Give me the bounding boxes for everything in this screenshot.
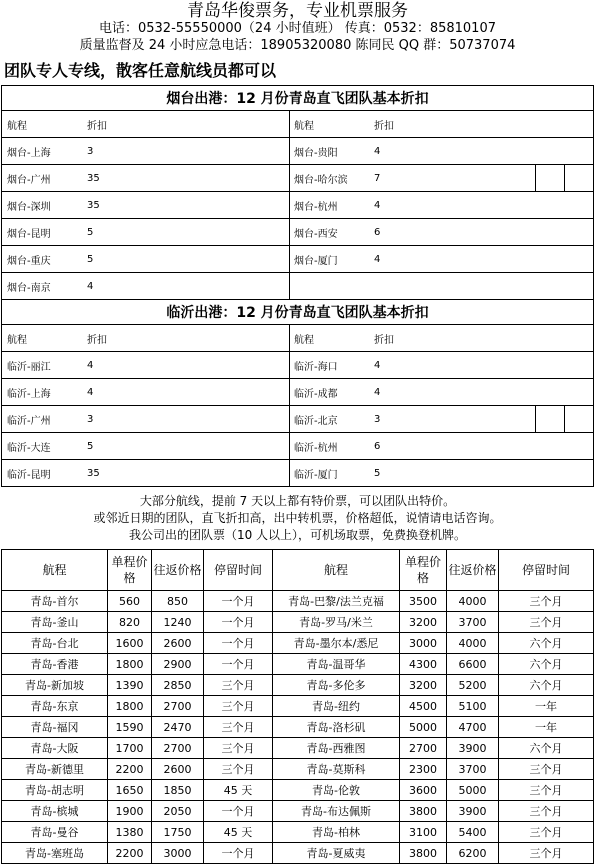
one-way-price: 3600 — [400, 780, 447, 801]
round-trip-price: 1240 — [152, 612, 204, 633]
discount-cell: 4 — [374, 386, 381, 398]
one-way-price: 4500 — [400, 696, 447, 717]
discount-row — [2, 352, 594, 379]
discount-row — [2, 433, 594, 460]
route-cell: 烟台-贵阳 — [294, 147, 338, 159]
route-cell: 青岛-香港 — [2, 654, 108, 675]
round-trip-price: 6200 — [447, 843, 499, 864]
discount-cell: 35 — [87, 172, 100, 184]
table-row — [2, 675, 594, 696]
route-cell: 临沂-厦门 — [294, 469, 338, 481]
note-line: 我公司出的团队票（10 人以上），可机场取票，免费换登机牌。 — [128, 528, 467, 542]
route-cell: 烟台-杭州 — [294, 201, 338, 213]
route-cell: 青岛-曼谷 — [2, 822, 108, 843]
route-cell: 青岛-新德里 — [2, 759, 108, 780]
route-cell: 青岛-大阪 — [2, 738, 108, 759]
note-line: 大部分航线，提前 7 天以上都有特价票，可以团队出特价。 — [139, 494, 456, 508]
international-price-table — [1, 549, 594, 864]
route-cell: 青岛-釜山 — [2, 612, 108, 633]
discount-row — [2, 192, 594, 219]
route-cell: 青岛-夏威夷 — [273, 843, 400, 864]
table-row — [2, 801, 594, 822]
one-way-price: 1600 — [108, 633, 152, 654]
linyi-header-row — [2, 325, 594, 352]
route-cell: 青岛-洛杉矶 — [273, 717, 400, 738]
price-header-row — [2, 550, 594, 591]
round-trip-price: 5100 — [447, 696, 499, 717]
round-trip-price: 5400 — [447, 822, 499, 843]
stay-time: 45 天 — [204, 822, 273, 843]
route-cell: 烟台-哈尔滨 — [294, 174, 348, 186]
discount-cell: 5 — [87, 440, 94, 452]
one-way-price: 3800 — [400, 801, 447, 822]
one-way-price: 1800 — [108, 654, 152, 675]
route-cell: 烟台-西安 — [294, 228, 338, 240]
stay-time: 三个月 — [499, 612, 594, 633]
stay-time: 三个月 — [499, 591, 594, 612]
discount-row — [2, 379, 594, 406]
stay-time: 三个月 — [499, 801, 594, 822]
discount-cell: 4 — [374, 145, 381, 157]
route-header: 航程 — [2, 550, 108, 591]
round-trip-price: 3900 — [447, 801, 499, 822]
round-trip-price: 2700 — [152, 738, 204, 759]
route-cell: 青岛-多伦多 — [273, 675, 400, 696]
route-cell: 青岛-巴黎/法兰克福 — [273, 591, 400, 612]
route-cell: 青岛-布达佩斯 — [273, 801, 400, 822]
stay-time: 三个月 — [204, 696, 273, 717]
round-trip-header: 往返价格 — [447, 550, 499, 591]
round-trip-price: 4000 — [447, 591, 499, 612]
discount-cell: 3 — [374, 413, 381, 425]
table-row — [2, 759, 594, 780]
note-line: 或邻近日期的团队，直飞折扣高，出中转机票，价格超低，说情请电话咨询。 — [93, 511, 502, 525]
round-trip-price: 850 — [152, 591, 204, 612]
one-way-price: 3800 — [400, 843, 447, 864]
round-trip-price: 2050 — [152, 801, 204, 822]
route-header: 航程 — [7, 120, 27, 132]
table-row — [2, 591, 594, 612]
round-trip-price: 3000 — [152, 843, 204, 864]
route-cell: 临沂-杭州 — [294, 442, 338, 454]
route-cell: 青岛-槟城 — [2, 801, 108, 822]
stay-time: 六个月 — [499, 738, 594, 759]
route-cell: 青岛-伦敦 — [273, 780, 400, 801]
stay-time: 一年 — [499, 717, 594, 738]
discount-header: 折扣 — [374, 334, 394, 346]
round-trip-price: 1850 — [152, 780, 204, 801]
route-cell: 青岛-罗马/米兰 — [273, 612, 400, 633]
discount-header: 折扣 — [87, 120, 107, 132]
empty-boxes — [535, 165, 593, 191]
stay-time: 一个月 — [204, 591, 273, 612]
round-trip-price: 4700 — [447, 717, 499, 738]
discount-cell: 6 — [374, 226, 381, 238]
one-way-price: 1900 — [108, 801, 152, 822]
stay-time: 三个月 — [204, 759, 273, 780]
one-way-price: 4300 — [400, 654, 447, 675]
one-way-price: 1650 — [108, 780, 152, 801]
one-way-price: 820 — [108, 612, 152, 633]
route-cell: 临沂-北京 — [294, 415, 338, 427]
one-way-price: 2200 — [108, 843, 152, 864]
round-trip-price: 2600 — [152, 633, 204, 654]
discount-row — [2, 460, 594, 487]
supervision-line: 质量监督及 24 小时应急电话：18905320080 陈同民 QQ 群：50737074 — [79, 38, 516, 53]
stay-time: 三个月 — [499, 822, 594, 843]
discount-cell: 3 — [87, 145, 94, 157]
route-header: 航程 — [294, 120, 314, 132]
discount-cell: 6 — [374, 440, 381, 452]
yantai-discount-table — [1, 85, 594, 300]
route-header: 航程 — [294, 334, 314, 346]
round-trip-price: 6600 — [447, 654, 499, 675]
one-way-header: 单程价格 — [108, 550, 152, 591]
stay-time: 六个月 — [499, 654, 594, 675]
stay-time: 一个月 — [204, 843, 273, 864]
route-cell: 烟台-昆明 — [7, 228, 51, 240]
route-cell: 临沂-成都 — [294, 388, 338, 400]
round-trip-price: 2850 — [152, 675, 204, 696]
discount-row — [2, 138, 594, 165]
stay-time: 六个月 — [499, 675, 594, 696]
route-cell: 临沂-广州 — [7, 415, 51, 427]
route-cell: 临沂-大连 — [7, 442, 51, 454]
stay-time: 三个月 — [204, 738, 273, 759]
discount-cell: 35 — [87, 199, 100, 211]
round-trip-price: 3700 — [447, 759, 499, 780]
contact-line: 电话：0532-55550000（24 小时值班） 传真：0532：85810107 — [98, 21, 496, 36]
route-cell: 青岛-墨尔本/悉尼 — [273, 633, 400, 654]
route-cell: 临沂-海口 — [294, 361, 338, 373]
stay-header: 停留时间 — [499, 550, 594, 591]
yantai-table-title: 烟台出港：12 月份青岛直飞团队基本折扣 — [2, 86, 594, 111]
stay-time: 三个月 — [204, 675, 273, 696]
discount-cell: 5 — [87, 226, 94, 238]
route-cell: 青岛-温哥华 — [273, 654, 400, 675]
stay-time: 一个月 — [204, 612, 273, 633]
discount-cell: 5 — [374, 467, 381, 479]
discount-header: 折扣 — [374, 120, 394, 132]
discount-row — [2, 219, 594, 246]
route-cell: 临沂-昆明 — [7, 469, 51, 481]
route-cell: 青岛-首尔 — [2, 591, 108, 612]
stay-time: 一个月 — [204, 801, 273, 822]
route-cell: 青岛-东京 — [2, 696, 108, 717]
route-header: 航程 — [7, 334, 27, 346]
one-way-price: 3200 — [400, 612, 447, 633]
discount-header: 折扣 — [87, 334, 107, 346]
discount-cell: 4 — [374, 199, 381, 211]
one-way-price: 3200 — [400, 675, 447, 696]
one-way-price: 2300 — [400, 759, 447, 780]
table-row — [2, 654, 594, 675]
agency-title: 青岛华俊票务，专业机票服务 — [187, 1, 408, 21]
route-cell: 青岛-福冈 — [2, 717, 108, 738]
route-cell: 青岛-纽约 — [273, 696, 400, 717]
round-trip-price: 2600 — [152, 759, 204, 780]
table-row — [2, 780, 594, 801]
route-cell: 烟台-广州 — [7, 174, 51, 186]
one-way-price: 1700 — [108, 738, 152, 759]
one-way-price: 1390 — [108, 675, 152, 696]
route-cell: 烟台-重庆 — [7, 255, 51, 267]
notes-block — [0, 493, 595, 544]
stay-time: 一年 — [499, 696, 594, 717]
route-cell: 烟台-上海 — [7, 147, 51, 159]
linyi-discount-table — [1, 299, 594, 487]
discount-row — [2, 165, 594, 192]
round-trip-price: 1750 — [152, 822, 204, 843]
stay-time: 45 天 — [204, 780, 273, 801]
route-cell: 青岛-胡志明 — [2, 780, 108, 801]
linyi-table-title: 临沂出港：12 月份青岛直飞团队基本折扣 — [2, 300, 594, 325]
round-trip-header: 往返价格 — [152, 550, 204, 591]
stay-time: 一个月 — [204, 654, 273, 675]
discount-cell: 4 — [374, 253, 381, 265]
stay-header: 停留时间 — [204, 550, 273, 591]
one-way-price: 5000 — [400, 717, 447, 738]
one-way-price: 2700 — [400, 738, 447, 759]
discount-row — [2, 273, 594, 300]
stay-time: 六个月 — [499, 633, 594, 654]
discount-cell: 7 — [374, 172, 381, 184]
discount-cell: 3 — [87, 413, 94, 425]
route-cell: 青岛-西雅图 — [273, 738, 400, 759]
route-cell: 青岛-柏林 — [273, 822, 400, 843]
one-way-price: 2200 — [108, 759, 152, 780]
route-cell: 临沂-丽江 — [7, 361, 51, 373]
one-way-price: 3100 — [400, 822, 447, 843]
table-row — [2, 843, 594, 864]
one-way-price: 3500 — [400, 591, 447, 612]
route-cell: 青岛-塞班岛 — [2, 843, 108, 864]
one-way-header: 单程价格 — [400, 550, 447, 591]
discount-cell: 4 — [87, 359, 94, 371]
slogan: 团队专人专线，散客任意航线员都可以 — [4, 61, 277, 80]
table-row — [2, 822, 594, 843]
one-way-price: 3000 — [400, 633, 447, 654]
stay-time: 一个月 — [204, 633, 273, 654]
round-trip-price: 3700 — [447, 612, 499, 633]
one-way-price: 560 — [108, 591, 152, 612]
route-cell: 烟台-厦门 — [294, 255, 338, 267]
route-cell: 青岛-新加坡 — [2, 675, 108, 696]
route-cell: 青岛-台北 — [2, 633, 108, 654]
table-row — [2, 633, 594, 654]
discount-cell: 4 — [87, 386, 94, 398]
stay-time: 三个月 — [499, 759, 594, 780]
one-way-price: 1800 — [108, 696, 152, 717]
round-trip-price: 2900 — [152, 654, 204, 675]
discount-cell: 35 — [87, 467, 100, 479]
table-row — [2, 696, 594, 717]
discount-row — [2, 406, 594, 433]
table-row — [2, 738, 594, 759]
round-trip-price: 5000 — [447, 780, 499, 801]
route-cell: 烟台-深圳 — [7, 201, 51, 213]
route-cell: 临沂-上海 — [7, 388, 51, 400]
stay-time: 三个月 — [204, 717, 273, 738]
route-cell: 青岛-莫斯科 — [273, 759, 400, 780]
table-row — [2, 717, 594, 738]
one-way-price: 1590 — [108, 717, 152, 738]
route-header: 航程 — [273, 550, 400, 591]
discount-row — [2, 246, 594, 273]
discount-cell: 4 — [87, 280, 94, 292]
one-way-price: 1380 — [108, 822, 152, 843]
round-trip-price: 4000 — [447, 633, 499, 654]
stay-time: 三个月 — [499, 780, 594, 801]
discount-cell: 4 — [374, 359, 381, 371]
round-trip-price: 2700 — [152, 696, 204, 717]
round-trip-price: 2470 — [152, 717, 204, 738]
empty-boxes — [535, 406, 593, 432]
table-row — [2, 612, 594, 633]
stay-time: 三个月 — [499, 843, 594, 864]
discount-cell: 5 — [87, 253, 94, 265]
route-cell: 烟台-南京 — [7, 282, 51, 294]
round-trip-price: 3900 — [447, 738, 499, 759]
yantai-header-row — [2, 111, 594, 138]
round-trip-price: 5200 — [447, 675, 499, 696]
